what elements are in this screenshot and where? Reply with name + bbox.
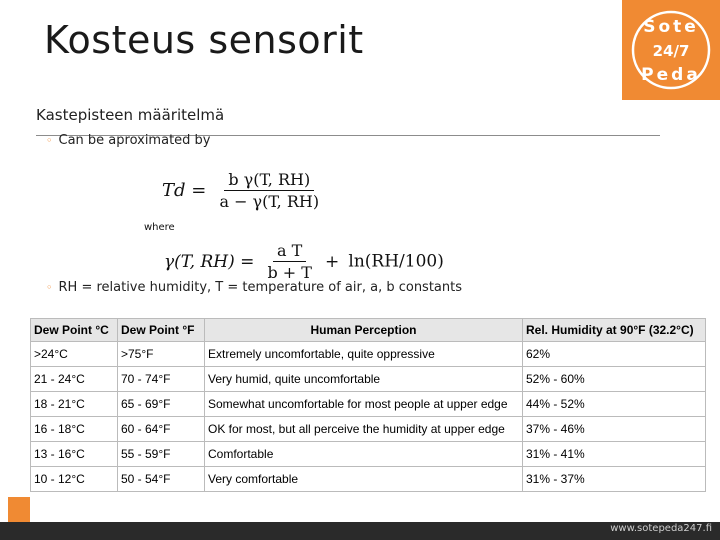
dew-point-formula (162, 170, 323, 211)
table-cell: 10 - 12°C (31, 467, 118, 492)
table-cell: 70 - 74°F (118, 367, 205, 392)
table-cell: 60 - 64°F (118, 417, 205, 442)
column-header: Human Perception (205, 319, 523, 342)
column-header: Rel. Humidity at 90°F (32.2°C) (523, 319, 706, 342)
bullet-text: RH = relative humidity, T = temperature of air, a, b constants (58, 280, 463, 295)
table-cell: 31% - 41% (523, 442, 706, 467)
table-cell: 50 - 54°F (118, 467, 205, 492)
bullet-approximation (46, 133, 211, 148)
formula-td-denominator: a − γ(T, RH) (219, 192, 320, 211)
table-row (31, 392, 706, 417)
formula-log-term: ln(RH/100) (348, 251, 444, 272)
sotepeda-logo (622, 0, 720, 100)
formula-gamma-fraction (263, 241, 316, 282)
table-cell: Very humid, quite uncomfortable (205, 367, 523, 392)
formula-gamma-lhs: γ(T, RH) = (164, 251, 255, 272)
formula-gamma-denominator: b + T (267, 263, 312, 282)
table-cell: 31% - 37% (523, 467, 706, 492)
bullet-text: Can be aproximated by (58, 133, 211, 148)
table-cell: >24°C (31, 342, 118, 367)
logo-text-middle: 24/7 (652, 42, 690, 60)
table-cell: 65 - 69°F (118, 392, 205, 417)
table-cell: 62% (523, 342, 706, 367)
table-row (31, 367, 706, 392)
bullet-icon: ◦ (46, 134, 53, 147)
table-cell: 44% - 52% (523, 392, 706, 417)
table-cell: 52% - 60% (523, 367, 706, 392)
where-label: where (144, 222, 175, 233)
bullet-definitions (46, 280, 462, 295)
formula-gamma-numerator: a T (273, 241, 306, 262)
table-cell: OK for most, but all perceive the humidity at upper edge (205, 417, 523, 442)
table-cell: 21 - 24°C (31, 367, 118, 392)
table-row (31, 442, 706, 467)
table-row (31, 467, 706, 492)
formula-td-numerator: b γ(T, RH) (224, 170, 314, 191)
dew-point-table (30, 318, 706, 492)
formula-td-fraction (215, 170, 323, 211)
column-header: Dew Point °F (118, 319, 205, 342)
formula-td-lhs: Td = (162, 180, 207, 201)
table-cell: Comfortable (205, 442, 523, 467)
table-cell: Very comfortable (205, 467, 523, 492)
table-cell: 37% - 46% (523, 417, 706, 442)
table-row (31, 417, 706, 442)
footer-url: www.sotepeda247.fi (610, 523, 712, 534)
table-cell: 16 - 18°C (31, 417, 118, 442)
table-cell: 18 - 21°C (31, 392, 118, 417)
table-cell: Extremely uncomfortable, quite oppressive (205, 342, 523, 367)
table-header-row (31, 319, 706, 342)
logo-text-bottom: Peda (641, 65, 701, 85)
table-cell: 55 - 59°F (118, 442, 205, 467)
table-cell: Somewhat uncomfortable for most people at upper edge (205, 392, 523, 417)
bullet-icon: ◦ (46, 281, 53, 294)
table-cell: 13 - 16°C (31, 442, 118, 467)
logo-text-top: Sote (643, 17, 699, 37)
formula-plus: + (325, 251, 340, 272)
table-row (31, 342, 706, 367)
gamma-formula (164, 241, 444, 282)
table-cell: >75°F (118, 342, 205, 367)
slide-title: Kosteus sensorit (44, 18, 364, 62)
slide-subtitle: Kastepisteen määritelmä (36, 106, 225, 124)
column-header: Dew Point °C (31, 319, 118, 342)
